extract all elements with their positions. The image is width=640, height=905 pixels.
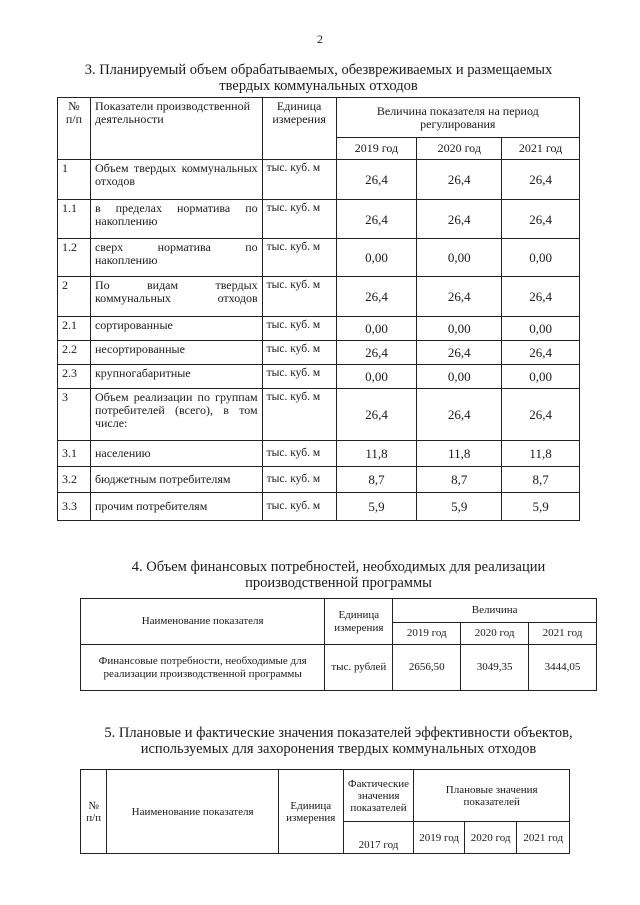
table-row [58, 389, 580, 441]
row-value-2020: 26,4 [417, 200, 502, 239]
table-row [58, 277, 580, 317]
table-row [81, 645, 597, 691]
row-value-2021: 26,4 [502, 277, 580, 317]
header-year-2019: 2019 год [336, 138, 417, 160]
row-name: сортированные [90, 317, 262, 341]
row-num: 3.1 [58, 441, 91, 467]
header-indicator: Наименование показателя [107, 770, 279, 854]
row-unit: тыс. куб. м [262, 441, 336, 467]
row-value-2020: 26,4 [417, 160, 502, 200]
row-value-2019: 0,00 [336, 239, 417, 277]
table-row [58, 441, 580, 467]
header-actual: Фактические значения показателей [343, 770, 414, 822]
row-name: крупногабаритные [90, 365, 262, 389]
row-value-2020: 5,9 [417, 493, 502, 521]
row-value-2020: 26,4 [417, 341, 502, 365]
header-year-2019: 2019 год [414, 822, 465, 854]
row-value-2020: 26,4 [417, 277, 502, 317]
table-row [58, 239, 580, 277]
row-value-2021: 3444,05 [529, 645, 597, 691]
row-name: населению [90, 441, 262, 467]
row-name: Финансовые потребности, необходимые для реализации производственной программы [81, 645, 325, 691]
header-year-2021: 2021 год [529, 623, 597, 645]
row-value-2019: 0,00 [336, 317, 417, 341]
row-value-2019: 26,4 [336, 200, 417, 239]
row-unit: тыс. куб. м [262, 160, 336, 200]
row-num: 1 [58, 160, 91, 200]
row-name: прочим потребителям [90, 493, 262, 521]
row-value-2021: 11,8 [502, 441, 580, 467]
row-value-2019: 0,00 [336, 365, 417, 389]
table-row [58, 467, 580, 493]
table-row [58, 341, 580, 365]
row-value-2019: 2656,50 [393, 645, 461, 691]
header-indicator: Показатели производственной деятельности [90, 98, 262, 160]
row-name: бюджетным потребителям [90, 467, 262, 493]
row-name: в пределах норматива по накоплению [90, 200, 262, 239]
header-unit: Единица измерения [262, 98, 336, 160]
row-value-2021: 26,4 [502, 160, 580, 200]
header-unit: Единица измерения [278, 770, 343, 854]
row-value-2021: 8,7 [502, 467, 580, 493]
row-unit: тыс. рублей [325, 645, 393, 691]
row-unit: тыс. куб. м [262, 389, 336, 441]
row-value-2020: 0,00 [417, 317, 502, 341]
header-num: № п/п [81, 770, 107, 854]
planned-volume-table [57, 97, 580, 521]
section5-title [80, 725, 597, 757]
row-num: 3.2 [58, 467, 91, 493]
row-num: 1.2 [58, 239, 91, 277]
row-name: Объем твердых коммунальных отходов [90, 160, 262, 200]
row-unit: тыс. куб. м [262, 200, 336, 239]
financial-needs-table [80, 598, 597, 691]
header-value: Величина [393, 599, 597, 623]
row-num: 2.3 [58, 365, 91, 389]
header-planned: Плановые значения показателей [414, 770, 570, 822]
table-row [58, 493, 580, 521]
row-name: сверх норматива по накоплению [90, 239, 262, 277]
row-name: По видам твердых коммунальных отходов [90, 277, 262, 317]
section5-title-line1: 5. Плановые и фактические значения показателей эффективности объектов, [104, 725, 573, 741]
section3-title-line2: твердых коммунальных отходов [219, 78, 418, 94]
row-value-2019: 8,7 [336, 467, 417, 493]
row-unit: тыс. куб. м [262, 493, 336, 521]
row-value-2021: 0,00 [502, 365, 580, 389]
section5-title-line2: используемых для захоронения твердых коммунальных отходов [140, 741, 537, 757]
header-value: Величина показателя на период регулирования [336, 98, 579, 138]
row-value-2019: 26,4 [336, 389, 417, 441]
row-name: несортированные [90, 341, 262, 365]
row-value-2019: 5,9 [336, 493, 417, 521]
row-unit: тыс. куб. м [262, 365, 336, 389]
row-num: 3 [58, 389, 91, 441]
header-year-2020: 2020 год [461, 623, 529, 645]
header-num: № п/п [58, 98, 91, 160]
section4-title [80, 559, 597, 591]
row-num: 2.1 [58, 317, 91, 341]
row-value-2019: 11,8 [336, 441, 417, 467]
row-value-2021: 0,00 [502, 239, 580, 277]
row-value-2019: 26,4 [336, 277, 417, 317]
section3-title [57, 62, 580, 94]
row-unit: тыс. куб. м [262, 317, 336, 341]
row-value-2021: 5,9 [502, 493, 580, 521]
header-year-2021: 2021 год [502, 138, 580, 160]
table-row [58, 365, 580, 389]
row-num: 3.3 [58, 493, 91, 521]
header-year-2020: 2020 год [417, 138, 502, 160]
header-indicator: Наименование показателя [81, 599, 325, 645]
row-value-2020: 8,7 [417, 467, 502, 493]
header-year-2017: 2017 год [343, 822, 414, 854]
header-year-2019: 2019 год [393, 623, 461, 645]
row-name: Объем реализации по группам потребителей (всего), в том числе: [90, 389, 262, 441]
row-value-2020: 11,8 [417, 441, 502, 467]
row-value-2021: 26,4 [502, 200, 580, 239]
row-num: 2.2 [58, 341, 91, 365]
row-value-2020: 26,4 [417, 389, 502, 441]
page-number: 2 [317, 32, 323, 46]
table-row [58, 160, 580, 200]
row-value-2020: 0,00 [417, 365, 502, 389]
row-unit: тыс. куб. м [262, 467, 336, 493]
row-unit: тыс. куб. м [262, 277, 336, 317]
row-value-2021: 26,4 [502, 389, 580, 441]
section4-title-line2: производственной программы [245, 575, 432, 591]
row-value-2020: 0,00 [417, 239, 502, 277]
header-year-2021: 2021 год [517, 822, 570, 854]
row-value-2019: 26,4 [336, 160, 417, 200]
row-value-2020: 3049,35 [461, 645, 529, 691]
row-value-2019: 26,4 [336, 341, 417, 365]
efficiency-indicators-table [80, 769, 570, 854]
section3-title-line1: 3. Планируемый объем обрабатываемых, обезвреживаемых и размещаемых [84, 62, 553, 78]
header-unit: Единица измерения [325, 599, 393, 645]
row-unit: тыс. куб. м [262, 239, 336, 277]
row-num: 2 [58, 277, 91, 317]
table-row [58, 200, 580, 239]
row-unit: тыс. куб. м [262, 341, 336, 365]
row-num: 1.1 [58, 200, 91, 239]
section4-title-line1: 4. Объем финансовых потребностей, необходимых для реализации [131, 559, 546, 575]
row-value-2021: 26,4 [502, 341, 580, 365]
row-value-2021: 0,00 [502, 317, 580, 341]
table-row [58, 317, 580, 341]
header-year-2020: 2020 год [464, 822, 517, 854]
